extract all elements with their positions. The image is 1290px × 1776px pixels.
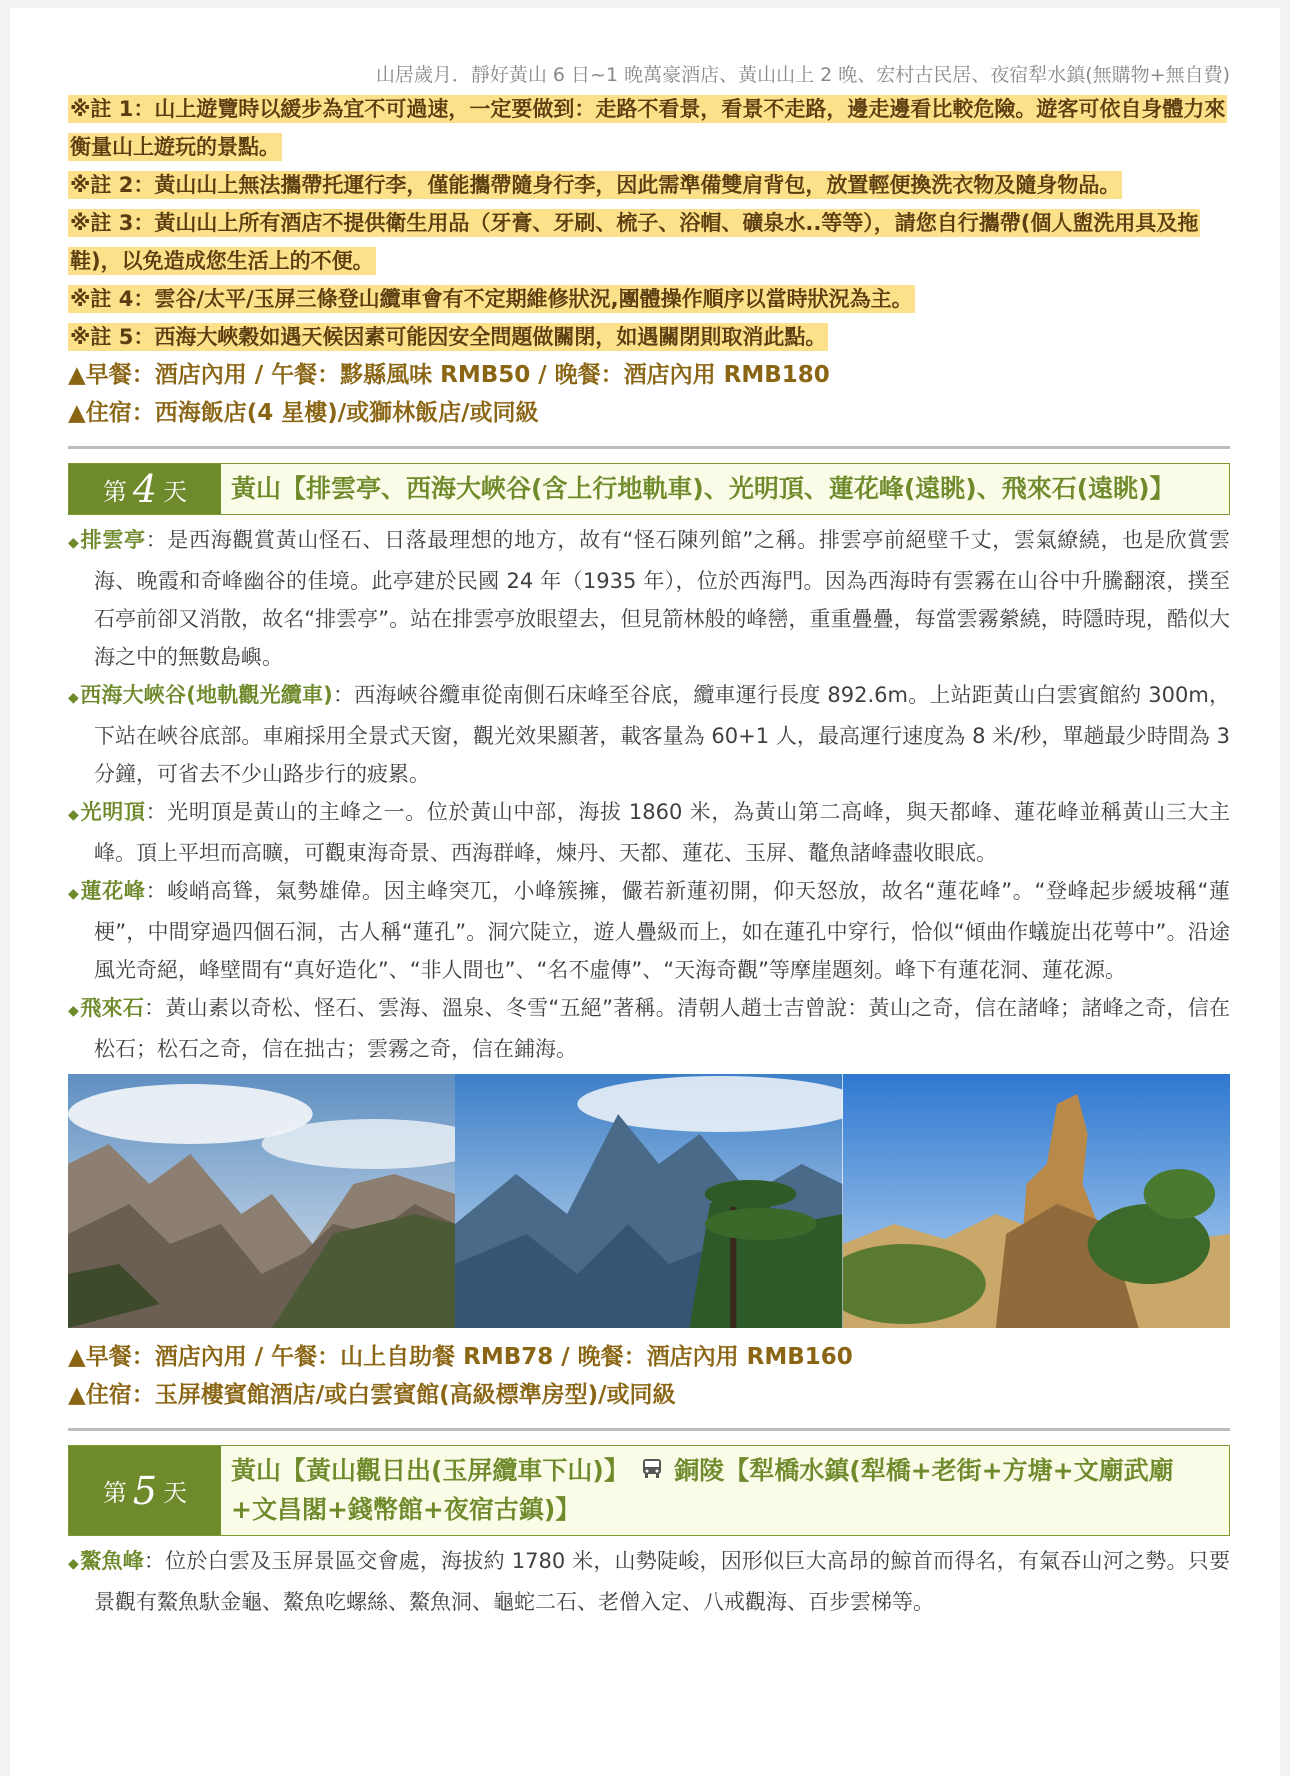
diamond-bullet-icon: ◆: [68, 690, 79, 706]
diamond-bullet-icon: ◆: [68, 1556, 79, 1572]
note-4: ※註 4：雲谷/太平/玉屏三條登山纜車會有不定期維修狀況,團體操作順序以當時狀況為主。: [70, 287, 913, 311]
divider: [68, 446, 1230, 449]
note-2: ※註 2：黃山山上無法攜帶托運行李，僅能攜帶隨身行李，因此需準備雙肩背包，放置輕便換洗衣物及隨身物品。: [70, 173, 1121, 197]
mountain-photo-2: [455, 1074, 842, 1328]
mountain-photo-3: [843, 1074, 1230, 1328]
diamond-bullet-icon: ◆: [68, 886, 79, 902]
day4-item-2: ◆西海大峽谷(地軌觀光纜車)：西海峽谷纜車從南側石床峰至谷底，纜車運行長度 892.6m。上站距黃山白雲賓館約 300m，下站在峽谷底部。車廂採用全景式天窗，觀光效果顯著，載客量為 60+1 人，最高運行速度為 8 米/秒，單趟最少時間為 3 分鐘，可省去不少山路步行的疲累。: [68, 676, 1230, 793]
day5-item-1: ◆鰲魚峰：位於白雲及玉屏景區交會處，海拔約 1780 米，山勢陡峻，因形似巨大高昂的鯨首而得名，有氣吞山河之勢。只要景觀有鰲魚馱金龜、鰲魚吃螺絲、鰲魚洞、龜蛇二石、老僧入定、八戒觀海、百步雲梯等。: [68, 1542, 1230, 1621]
note-1: ※註 1：山上遊覽時以緩步為宜不可過速，一定要做到：走路不看景，看景不走路，邊走邊看比較危險。遊客可依自身體力來衡量山上遊玩的景點。: [70, 97, 1226, 159]
note-5: ※註 5：西海大峽穀如遇天候因素可能因安全問題做關閉，如遇關閉則取消此點。: [70, 325, 827, 349]
day5-number: 5: [132, 1468, 158, 1513]
diamond-bullet-icon: ◆: [68, 535, 79, 551]
day3-meal: ▲早餐：酒店內用 / 午餐：黟縣風味 RMB50 / 晚餐：酒店內用 RMB180: [68, 362, 830, 388]
divider: [68, 1428, 1230, 1431]
tour-title: 山居歲月．靜好黃山 6 日~1 晚萬豪酒店、黃山山上 2 晚、宏村古民居、夜宿犁水鎮(無購物+無自費): [375, 64, 1230, 86]
day4-badge: 第 4 天: [69, 464, 221, 514]
day4-item-5: ◆飛來石：黃山素以奇松、怪石、雲海、溫泉、冬雪“五絕”著稱。清朝人趙士吉曾說：黃山之奇，信在諸峰；諸峰之奇，信在松石；松石之奇，信在拙古；雲霧之奇，信在鋪海。: [68, 989, 1230, 1068]
day5-header: [68, 1445, 1230, 1536]
day4-stay: ▲住宿：玉屏樓賓館酒店/或白雲賓館(高級標準房型)/或同級: [68, 1382, 676, 1408]
day5-badge: 第 5 天: [69, 1446, 221, 1535]
day3-stay: ▲住宿：西海飯店(4 星樓)/或獅林飯店/或同級: [68, 400, 539, 426]
photo-strip: [68, 1074, 1230, 1328]
day4-item-3: ◆光明頂：光明頂是黃山的主峰之一。位於黃山中部，海拔 1860 米，為黃山第二高峰，與天都峰、蓮花峰並稱黃山三大主峰。頂上平坦而高曠，可觀東海奇景、西海群峰，煉丹、天都、蓮花、玉屏、鼇魚諸峰盡收眼底。: [68, 793, 1230, 872]
mountain-photo-1: [68, 1074, 455, 1328]
day4-meal: ▲早餐：酒店內用 / 午餐：山上自助餐 RMB78 / 晚餐：酒店內用 RMB160: [68, 1344, 853, 1370]
day4-header: [68, 463, 1230, 515]
diamond-bullet-icon: ◆: [68, 1003, 79, 1019]
note-3: ※註 3：黃山山上所有酒店不提供衛生用品（牙膏、牙刷、梳子、浴帽、礦泉水..等等），請您自行攜帶(個人盥洗用具及拖鞋)，以免造成您生活上的不便。: [70, 211, 1199, 273]
page: [10, 8, 1280, 1776]
diamond-bullet-icon: ◆: [68, 807, 79, 823]
day4-item-1: ◆排雲亭：是西海觀賞黃山怪石、日落最理想的地方，故有“怪石陳列館”之稱。排雲亭前絕壁千丈，雲氣繚繞，也是欣賞雲海、晚霞和奇峰幽谷的佳境。此亭建於民國 24 年（1935 年），位於西海門。因為西海時有雲霧在山谷中升騰翻滾，撲至石亭前卻又消散，故名“排雲亭”。站在排雲亭放眼望去，但見箭林般的峰巒，重重疊疊，每當雲霧縈繞，時隱時現，酷似大海之中的無數島嶼。: [68, 521, 1230, 676]
day4-title: 黃山【排雲亭、西海大峽谷(含上行地軌車)、光明頂、蓮花峰(遠眺)、飛來石(遠眺)】: [231, 474, 1175, 503]
day4-item-4: ◆蓮花峰：峻峭高聳，氣勢雄偉。因主峰突兀，小峰簇擁，儼若新蓮初開，仰天怒放，故名“蓮花峰”。“登峰起步緩坡稱“蓮梗”，中間穿過四個石洞，古人稱“蓮孔”。洞穴陡立，遊人疊級而上，如在蓮孔中穿行，恰似“傾曲作蟻旋出花萼中”。沿途風光奇絕，峰壁間有“真好造化”、“非人間也”、“名不虛傳”、“天海奇觀”等摩崖題刻。峰下有蓮花洞、蓮花源。: [68, 872, 1230, 989]
bus-icon: [642, 1453, 662, 1491]
day4-number: 4: [132, 467, 158, 511]
day5-title: 黃山【黃山觀日出(玉屏纜車下山)】 銅陵【犁橋水鎮(犁橋+老街+方塘+文廟武廟+文昌閣+錢幣館+夜宿古鎮)】: [221, 1446, 1229, 1535]
